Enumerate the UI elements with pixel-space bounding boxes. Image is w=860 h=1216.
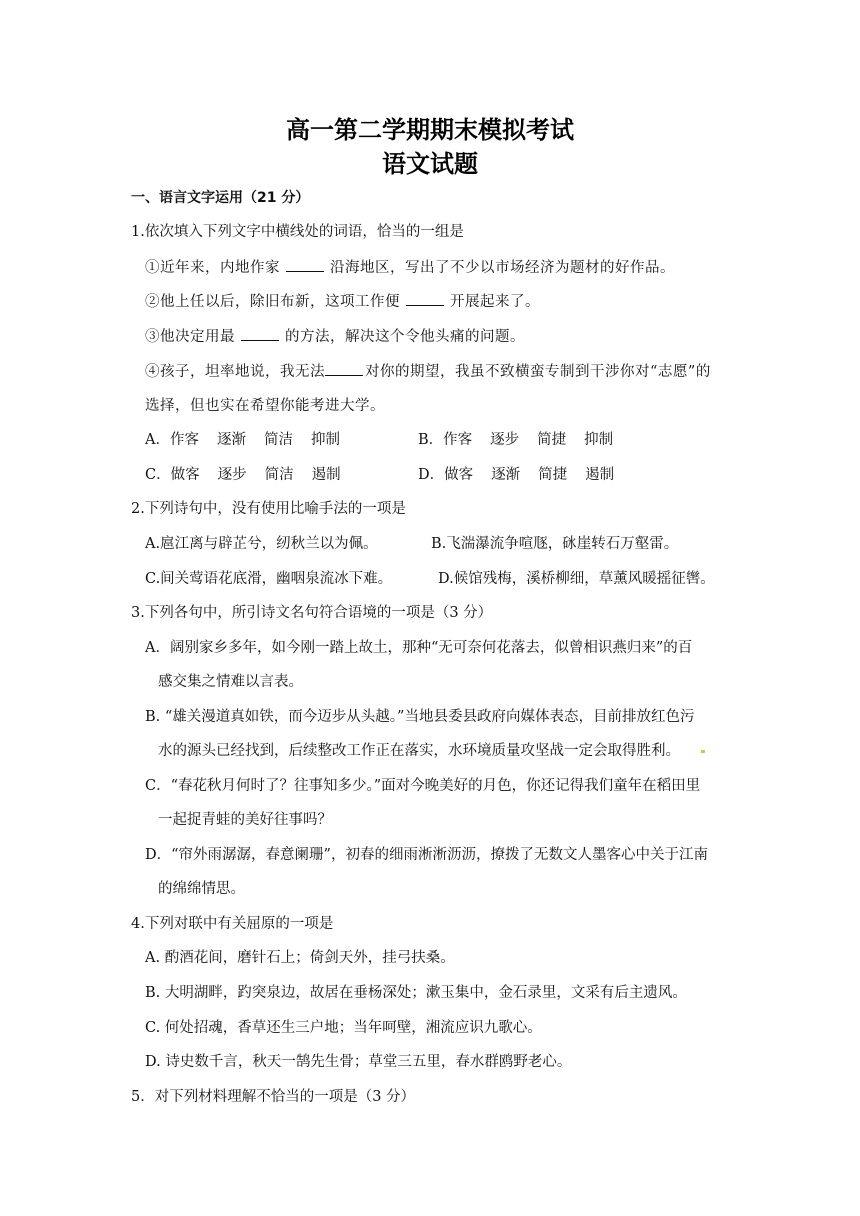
q1-option-d bbox=[418, 465, 632, 485]
q3-option-c-line1: C．“春花秋月何时了？往事知多少。”面对今晚美好的月色，你还记得我们童年在稻田里 bbox=[145, 778, 701, 794]
q3-option-b-line1: B. “雄关漫道真如铁，而今迈步从头越。”当地县委县政府向媒体表态，目前排放红色污 bbox=[145, 709, 695, 725]
q1-sentence-3 bbox=[145, 326, 525, 347]
q1-c-w2: 逐步 bbox=[217, 467, 247, 483]
q1-b-w3: 简捷 bbox=[537, 432, 567, 448]
q1-option-a bbox=[145, 430, 358, 450]
q1-sentence-4 bbox=[145, 361, 711, 382]
q1-c-w1: C．做客 bbox=[145, 467, 200, 483]
q1-option-c bbox=[145, 465, 359, 485]
q1-c-w3: 简洁 bbox=[264, 467, 294, 483]
q2-stem: 2.下列诗句中，没有使用比喻手法的一项是 bbox=[131, 501, 406, 517]
q1-d-w2: 逐渐 bbox=[491, 467, 521, 483]
q4-option-b: B. 大明湖畔，趵突泉边，故居在垂杨深处；漱玉集中，金石录里，文采有后主遗风。 bbox=[145, 985, 687, 1001]
q1-s1-pre: ①近年来，内地作家 bbox=[145, 260, 280, 276]
q3-option-b-line2: 水的源头已经找到，后续整改工作正在落实，水环境质量攻坚战一定会取得胜利。 bbox=[158, 743, 680, 759]
q5-stem: 5．对下列材料理解不恰当的一项是（3 分） bbox=[131, 1089, 416, 1105]
section-heading: 一、语言文字运用（21 分） bbox=[131, 190, 310, 206]
q3-option-c-line2: 一起捉青蛙的美好往事吗？ bbox=[158, 812, 332, 828]
q1-d-w4: 遏制 bbox=[585, 467, 615, 483]
q1-a-w3: 简洁 bbox=[263, 432, 293, 448]
q1-s2-post: 开展起来了。 bbox=[450, 294, 540, 310]
blank-line bbox=[406, 291, 444, 306]
q2-option-c: C.间关莺语花底滑，幽咽泉流冰下难。 bbox=[145, 571, 393, 587]
q4-stem: 4.下列对联中有关屈原的一项是 bbox=[131, 916, 334, 932]
q1-a-w1: A．作客 bbox=[145, 432, 199, 448]
q1-sentence-2 bbox=[145, 291, 540, 312]
q1-s4-post: 对你的期望，我虽不致横蛮专制到干涉你对“志愿”的 bbox=[365, 364, 711, 380]
q3-option-d-line1: D．“帘外雨潺潺，春意阑珊”，初春的细雨淅淅沥沥，撩拨了无数文人墨客心中关于江南 bbox=[145, 847, 708, 863]
exam-title: 高一第二学期期末模拟考试 bbox=[286, 116, 574, 144]
blank-line bbox=[325, 361, 363, 376]
q4-option-a: A. 酌酒花间，磨针石上；倚剑天外，挂弓扶桑。 bbox=[145, 950, 455, 966]
q1-stem: 1.依次填入下列文字中横线处的词语，恰当的一组是 bbox=[131, 224, 464, 240]
q1-d-w1: D．做客 bbox=[418, 467, 474, 483]
q1-s3-pre: ③他决定用最 bbox=[145, 329, 235, 345]
q1-a-w2: 逐渐 bbox=[216, 432, 246, 448]
q1-sentence-1 bbox=[145, 257, 675, 278]
q4-option-c: C. 何处招魂，香草还生三户地；当年呵壁，湘流应识九歌心。 bbox=[145, 1020, 542, 1036]
q1-s1-post: 沿海地区，写出了不少以市场经济为题材的好作品。 bbox=[330, 260, 675, 276]
blank-line bbox=[241, 326, 279, 341]
q1-s2-pre: ②他上任以后，除旧布新，这项工作便 bbox=[145, 294, 400, 310]
q1-s3-post: 的方法，解决这个令他头痛的问题。 bbox=[285, 329, 525, 345]
q2-option-a: A.扈江离与辟芷兮，纫秋兰以为佩。 bbox=[145, 536, 378, 552]
q3-option-d-line2: 的绵绵情思。 bbox=[158, 881, 245, 897]
q3-option-a-line2: 感交集之情难以言表。 bbox=[158, 674, 303, 690]
blank-line bbox=[286, 257, 324, 272]
q1-c-w4: 遏制 bbox=[311, 467, 341, 483]
q1-a-w4: 抑制 bbox=[310, 432, 340, 448]
exam-subtitle: 语文试题 bbox=[382, 150, 478, 178]
q4-option-d: D. 诗史数千言，秋天一鹄先生骨；草堂三五里，春水群鸥野老心。 bbox=[145, 1054, 572, 1070]
q2-option-b: B.飞湍瀑流争喧豗，砯崖转石万壑雷。 bbox=[431, 536, 679, 552]
q1-b-w2: 逐步 bbox=[490, 432, 520, 448]
q1-d-w3: 简捷 bbox=[538, 467, 568, 483]
q1-s4-pre: ④孩子，坦率地说，我无法 bbox=[145, 364, 325, 380]
q3-option-a-line1: A．阔别家乡多年，如今刚一踏上故土，那种“无可奈何花落去，似曾相识燕归来”的百 bbox=[145, 640, 693, 656]
q1-b-w1: B．作客 bbox=[418, 432, 473, 448]
q1-option-b bbox=[418, 430, 631, 450]
yellow-mark bbox=[701, 750, 705, 753]
q1-sentence-4-cont: 选择，但也实在希望你能考进大学。 bbox=[145, 398, 385, 414]
q2-option-d: D.候馆残梅，溪桥柳细，草薰风暖摇征辔。 bbox=[438, 571, 715, 587]
q3-stem: 3.下列各句中，所引诗文名句符合语境的一项是（3 分） bbox=[131, 605, 493, 621]
q1-b-w4: 抑制 bbox=[584, 432, 614, 448]
